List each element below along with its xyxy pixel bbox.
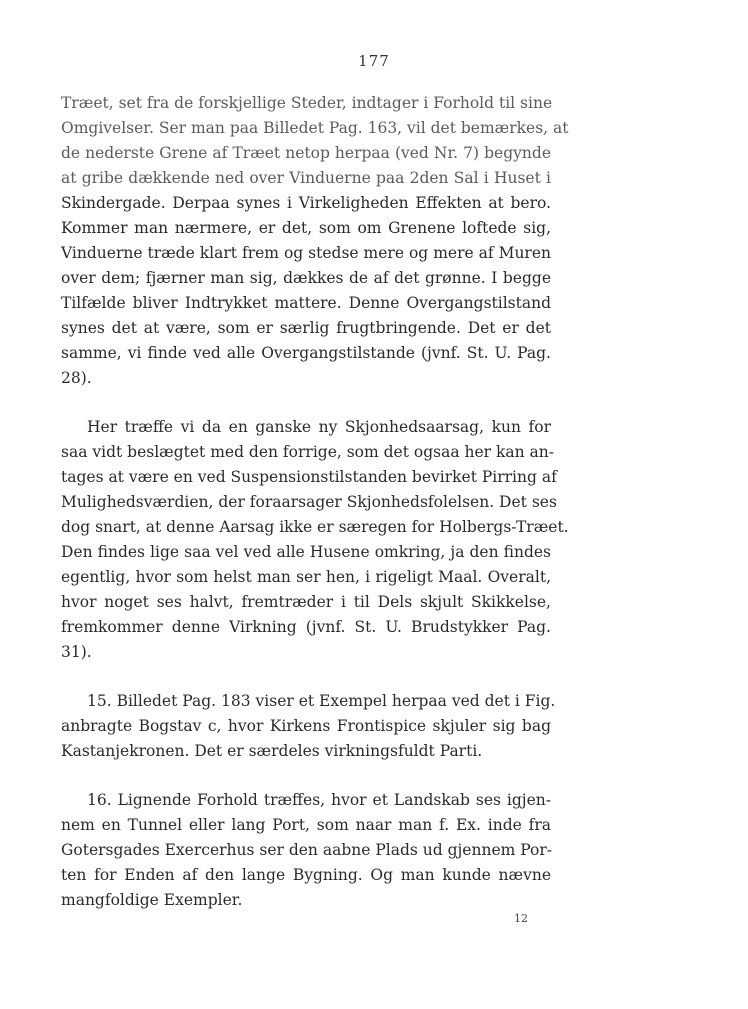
signature-mark: 12 (514, 912, 528, 925)
text-line: saa vidt beslægtet med den forrige, som det ogsaa her kan an- (61, 443, 555, 461)
text-line: mangfoldige Exempler. (61, 891, 243, 909)
text-line: egentlig, hvor som helst man ser hen, i rigeligt Maal. Overalt, (61, 568, 551, 586)
text-line: Skindergade. Derpaa synes i Virkeligheden Effekten at bero. (61, 194, 551, 212)
text-line: dog snart, at denne Aarsag ikke er særegen for Holbergs-Træet. (61, 518, 569, 536)
text-line: 16. Lignende Forhold træffes, hvor et Landskab ses igjen- (87, 791, 551, 809)
text-line: Her træffe vi da en ganske ny Skjonhedsaarsag, kun for (87, 418, 551, 436)
text-line: Kastanjekronen. Det er særdeles virkningsfuldt Parti. (61, 742, 483, 760)
text-line: Træet, set fra de forskjellige Steder, indtager i Forhold til sine (61, 94, 553, 112)
text-line: anbragte Bogstav c, hvor Kirkens Frontispice skjuler sig bag (61, 717, 551, 735)
text-line: Omgivelser. Ser man paa Billedet Pag. 163, vil det bemærkes, at (61, 119, 569, 137)
text-line: ten for Enden af den lange Bygning. Og man kunde nævne (61, 866, 551, 884)
text-line: fremkommer denne Virkning (jvnf. St. U. Brudstykker Pag. (61, 618, 551, 636)
text-line: at gribe dækkende ned over Vinduerne paa 2den Sal i Huset i (61, 169, 551, 187)
text-line: synes det at være, som er særlig frugtbringende. Det er det (61, 319, 551, 337)
text-line: Vinduerne træde klart frem og stedse mere og mere af Muren (61, 244, 551, 262)
text-line: 31). (61, 643, 92, 661)
text-line: nem en Tunnel eller lang Port, som naar man f. Ex. inde fra (61, 816, 551, 834)
text-line: 28). (61, 369, 92, 387)
text-line: over dem; fjærner man sig, dækkes de af det grønne. I begge (61, 269, 551, 287)
text-line: hvor noget ses halvt, fremtræder i til Dels skjult Skikkelse, (61, 593, 551, 611)
text-line: Tilfælde bliver Indtrykket mattere. Denne Overgangstilstand (61, 294, 551, 312)
text-line: de nederste Grene af Træet netop herpaa (ved Nr. 7) begynde (61, 144, 551, 162)
text-line: Kommer man nærmere, er det, som om Grenene loftede sig, (61, 219, 551, 237)
text-line: Gotersgades Exercerhus ser den aabne Plads ud gjennem Por- (61, 841, 553, 859)
text-line: Mulighedsværdien, der foraarsager Skjonhedsfolelsen. Det ses (61, 493, 557, 511)
page-number: 177 (358, 52, 390, 70)
text-line: 15. Billedet Pag. 183 viser et Exempel herpaa ved det i Fig. (87, 692, 556, 710)
text-line: samme, vi finde ved alle Overgangstilstande (jvnf. St. U. Pag. (61, 344, 551, 362)
text-line: Den findes lige saa vel ved alle Husene omkring, ja den findes (61, 543, 551, 561)
text-line: tages at være en ved Suspensionstilstanden bevirket Pirring af (61, 468, 557, 486)
